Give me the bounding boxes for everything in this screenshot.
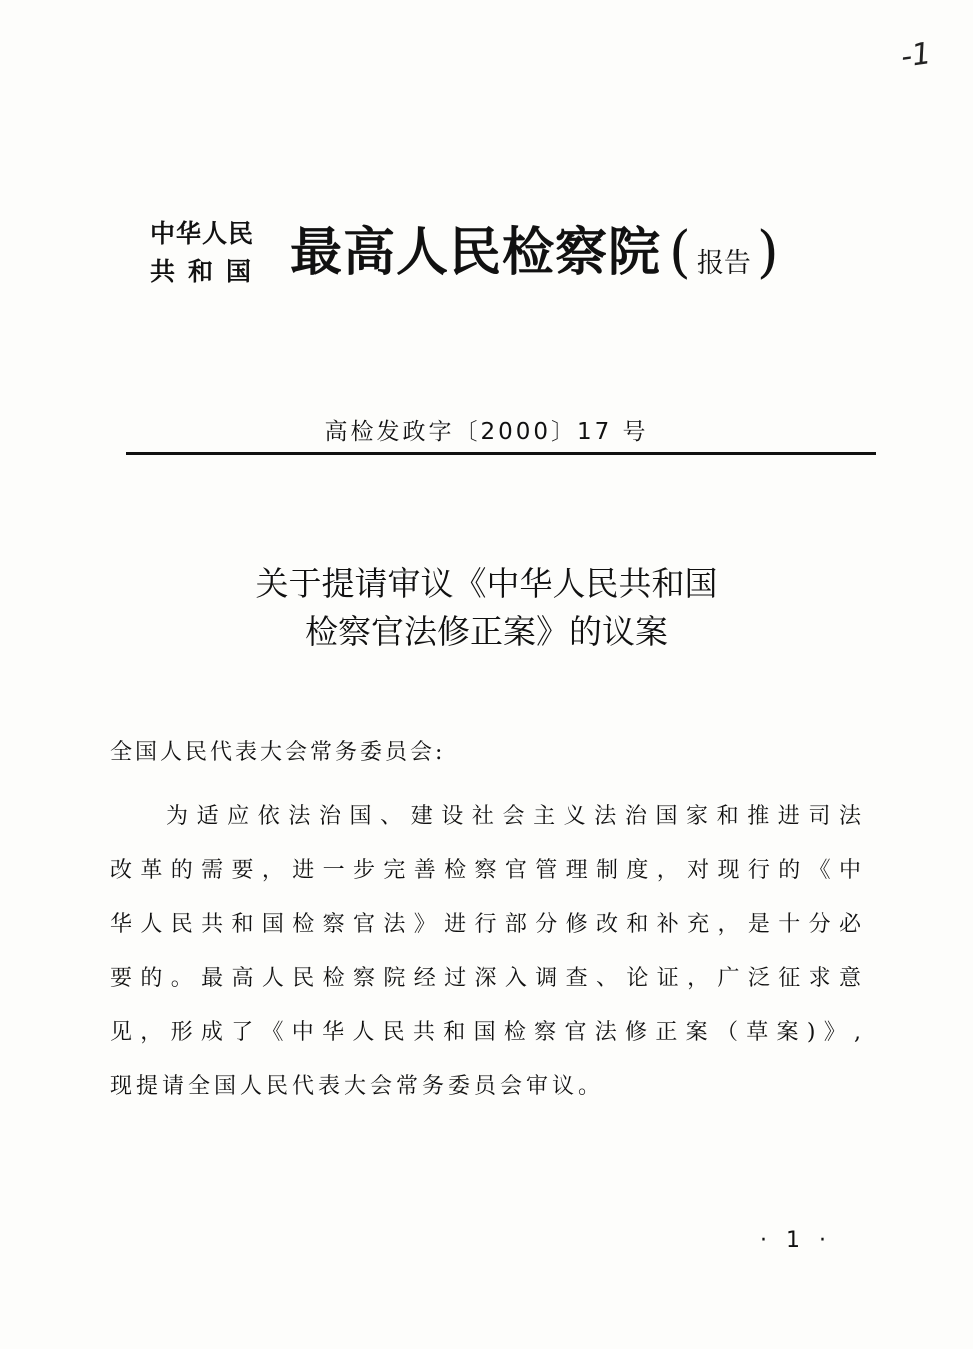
salutation: 全国人民代表大会常务委员会: (110, 740, 446, 765)
page-number: · 1 · (760, 1228, 832, 1253)
handwritten-page-mark: -1 (898, 36, 934, 75)
body-line: 为适应依法治国、建设社会主义法治国家和推进司法 (166, 804, 865, 829)
doc-type-label: 报告 (696, 247, 751, 279)
body-line: 现提请全国人民代表大会常务委员会审议。 (110, 1074, 605, 1099)
country-name-line2: 共和国 (150, 257, 265, 286)
document-number: 高检发政字〔2000〕17 号 (324, 419, 649, 445)
body-line: 华人民共和国检察官法》进行部分修改和补充，是十分必 (110, 912, 865, 937)
document-type (669, 220, 779, 285)
title-line: 检察官法修正案》的议案 (305, 612, 668, 651)
doc-type-open-paren: ( (669, 220, 691, 285)
body-line: 改革的需要，进一步完善检察官管理制度，对现行的《中 (110, 858, 865, 883)
country-name-line1: 中华人民 (150, 219, 255, 248)
country-name-block (150, 215, 272, 291)
letterhead (150, 208, 779, 298)
body-line: 要的。最高人民检察院经过深入调查、论证，广泛征求意 (110, 966, 865, 991)
doc-type-close-paren: ) (756, 220, 779, 285)
document-title (0, 560, 973, 656)
body-line: 见，形成了《中华人民共和国检察官法修正案（草案)》, (110, 1020, 865, 1045)
organization-name: 最高人民检察院 (290, 223, 662, 283)
title-line: 关于提请审议《中华人民共和国 (255, 564, 718, 603)
header-divider (126, 452, 876, 455)
body-paragraph (110, 790, 865, 1114)
